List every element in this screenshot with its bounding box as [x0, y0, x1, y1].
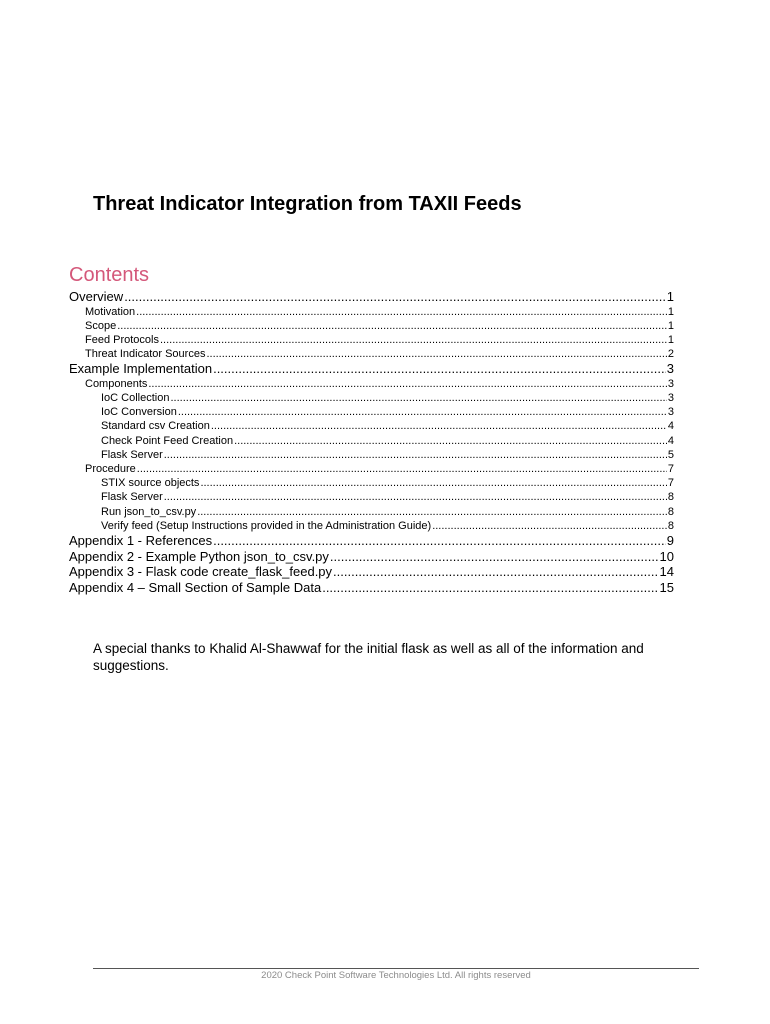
- toc-entry-page-number: 9: [666, 533, 674, 549]
- toc-entry[interactable]: [69, 305, 674, 319]
- toc-entry-page-number: 7: [667, 477, 674, 490]
- toc-dot-leader: [234, 434, 667, 448]
- toc-entry-page-number: 14: [659, 564, 674, 580]
- footer-divider: [93, 968, 699, 969]
- toc-entry-title: Flask Server: [101, 491, 163, 504]
- toc-entry[interactable]: [69, 405, 674, 419]
- toc-entry-title: Appendix 3 - Flask code create_flask_feed.py: [69, 564, 333, 580]
- footer-copyright: 2020 Check Point Software Technologies Ltd. All rights reserved: [261, 970, 531, 981]
- toc-entry-title: Overview: [69, 289, 124, 304]
- toc-entry-title: IoC Conversion: [101, 406, 177, 419]
- toc-entry[interactable]: [69, 549, 674, 565]
- contents-heading: Contents: [69, 264, 150, 286]
- toc-entry-page-number: 8: [667, 519, 674, 532]
- toc-entry-title: Threat Indicator Sources: [85, 348, 206, 361]
- acknowledgement-text: A special thanks to Khalid Al-Shawwaf for the initial flask as well as all of the information and suggestions.: [93, 641, 644, 673]
- toc-dot-leader: [178, 405, 667, 419]
- toc-dot-leader: [211, 419, 667, 433]
- toc-dot-leader: [200, 476, 666, 490]
- toc-dot-leader: [333, 564, 658, 580]
- toc-entry-page-number: 1: [666, 289, 674, 304]
- toc-entry-page-number: 4: [667, 420, 674, 433]
- toc-entry-title: Check Point Feed Creation: [101, 434, 234, 447]
- toc-entry-title: Flask Server: [101, 448, 163, 461]
- toc-dot-leader: [124, 289, 666, 305]
- toc-entry-title: Appendix 2 - Example Python json_to_csv.py: [69, 548, 329, 564]
- table-of-contents: [69, 289, 674, 595]
- toc-dot-leader: [322, 580, 658, 596]
- toc-entry-page-number: 5: [667, 448, 674, 461]
- toc-entry[interactable]: [69, 533, 674, 549]
- toc-entry[interactable]: [69, 505, 674, 519]
- toc-entry-title: Scope: [85, 319, 117, 332]
- document-title: Threat Indicator Integration from TAXII Feeds: [93, 193, 522, 215]
- toc-entry-title: Verify feed (Setup Instructions provided in the Administration Guide): [101, 519, 432, 532]
- toc-entry[interactable]: [69, 434, 674, 448]
- toc-dot-leader: [213, 533, 666, 549]
- toc-dot-leader: [330, 549, 659, 565]
- toc-entry-page-number: 1: [667, 305, 674, 318]
- toc-entry-page-number: 4: [667, 434, 674, 447]
- toc-dot-leader: [137, 462, 667, 476]
- toc-entry[interactable]: [69, 519, 674, 533]
- toc-dot-leader: [164, 448, 667, 462]
- toc-entry[interactable]: [69, 476, 674, 490]
- toc-entry-page-number: 1: [667, 333, 674, 346]
- toc-dot-leader: [206, 347, 666, 361]
- toc-entry[interactable]: [69, 361, 674, 377]
- toc-dot-leader: [432, 519, 667, 533]
- toc-entry[interactable]: [69, 419, 674, 433]
- toc-dot-leader: [160, 333, 667, 347]
- toc-entry-page-number: 8: [667, 505, 674, 518]
- toc-entry[interactable]: [69, 580, 674, 596]
- toc-entry-page-number: 3: [667, 406, 674, 419]
- toc-entry-title: Standard csv Creation: [101, 420, 210, 433]
- toc-entry-page-number: 3: [667, 392, 674, 405]
- toc-entry-page-number: 3: [666, 361, 674, 377]
- toc-entry-title: Appendix 4 – Small Section of Sample Data: [69, 579, 322, 595]
- toc-entry[interactable]: [69, 564, 674, 580]
- toc-entry-title: Run json_to_csv.py: [101, 505, 197, 518]
- toc-entry-page-number: 1: [667, 319, 674, 332]
- toc-dot-leader: [117, 319, 667, 333]
- toc-entry-page-number: 2: [667, 348, 674, 361]
- toc-entry-page-number: 7: [667, 463, 674, 476]
- toc-entry-title: Example Implementation: [69, 361, 213, 377]
- toc-entry-title: STIX source objects: [101, 477, 200, 490]
- toc-entry[interactable]: [69, 377, 674, 391]
- toc-entry-page-number: 3: [667, 377, 674, 390]
- toc-entry-title: Components: [85, 377, 148, 390]
- toc-dot-leader: [148, 377, 667, 391]
- toc-entry[interactable]: [69, 347, 674, 361]
- toc-entry[interactable]: [69, 490, 674, 504]
- toc-entry-page-number: 15: [659, 579, 674, 595]
- toc-entry-title: Procedure: [85, 463, 136, 476]
- toc-entry-page-number: 8: [667, 491, 674, 504]
- toc-dot-leader: [164, 490, 667, 504]
- toc-entry-title: Motivation: [85, 305, 136, 318]
- toc-entry-title: IoC Collection: [101, 392, 170, 405]
- toc-dot-leader: [170, 391, 666, 405]
- toc-entry-title: Appendix 1 - References: [69, 533, 213, 549]
- toc-entry[interactable]: [69, 448, 674, 462]
- toc-entry[interactable]: [69, 391, 674, 405]
- toc-entry-page-number: 10: [659, 548, 674, 564]
- toc-entry[interactable]: [69, 462, 674, 476]
- toc-entry[interactable]: [69, 319, 674, 333]
- toc-entry[interactable]: [69, 333, 674, 347]
- toc-entry[interactable]: [69, 289, 674, 305]
- toc-dot-leader: [213, 361, 666, 377]
- toc-dot-leader: [136, 305, 667, 319]
- toc-entry-title: Feed Protocols: [85, 333, 159, 346]
- toc-dot-leader: [197, 505, 667, 519]
